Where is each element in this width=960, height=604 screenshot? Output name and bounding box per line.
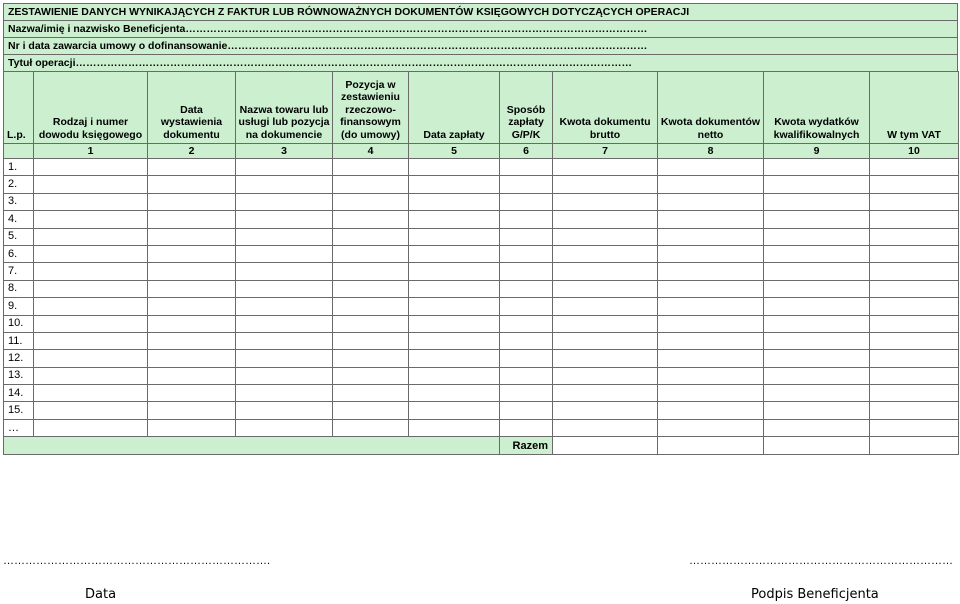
table-cell[interactable] — [658, 245, 764, 262]
table-cell[interactable] — [658, 159, 764, 176]
column-number-5: 5 — [409, 144, 500, 159]
table-cell[interactable] — [764, 211, 870, 228]
table-cell[interactable] — [409, 176, 500, 193]
column-header-6: Sposób zapłaty G/P/K — [500, 72, 553, 144]
table-cell[interactable] — [870, 332, 959, 349]
table-cell[interactable] — [409, 315, 500, 332]
table-cell[interactable] — [333, 193, 409, 210]
table-cell[interactable] — [333, 402, 409, 419]
row-number: 14. — [4, 385, 34, 402]
table-cell[interactable] — [553, 385, 658, 402]
table-cell[interactable] — [553, 245, 658, 262]
table-cell[interactable] — [409, 263, 500, 280]
table-row — [4, 263, 959, 280]
table-cell[interactable] — [870, 367, 959, 384]
form-title: ZESTAWIENIE DANYCH WYNIKAJĄCYCH Z FAKTUR LUB RÓWNOWAŻNYCH DOKUMENTÓW KSIĘGOWYCH DOTYCZĄCYCH OPERACJI — [3, 3, 958, 20]
column-header-2: Data wystawienia dokumentu — [148, 72, 236, 144]
row-number: 8. — [4, 280, 34, 297]
table-cell[interactable] — [658, 385, 764, 402]
column-header-10: W tym VAT — [870, 72, 959, 144]
table-cell[interactable] — [658, 176, 764, 193]
table-cell[interactable] — [658, 419, 764, 436]
table-cell[interactable] — [764, 280, 870, 297]
table-cell[interactable] — [870, 193, 959, 210]
table-cell[interactable] — [333, 315, 409, 332]
table-cell[interactable] — [236, 402, 333, 419]
table-cell[interactable] — [500, 245, 553, 262]
table-cell[interactable] — [34, 176, 148, 193]
table-cell[interactable] — [34, 159, 148, 176]
table-cell[interactable] — [34, 315, 148, 332]
column-number-1: 1 — [34, 144, 148, 159]
row-number: 11. — [4, 332, 34, 349]
table-cell[interactable] — [764, 385, 870, 402]
table-cell[interactable] — [764, 315, 870, 332]
expense-statement-form — [3, 3, 958, 455]
table-row — [4, 298, 959, 315]
table-cell[interactable] — [34, 332, 148, 349]
row-number: 6. — [4, 245, 34, 262]
table-cell[interactable] — [870, 350, 959, 367]
table-cell[interactable] — [658, 228, 764, 245]
table-cell[interactable] — [500, 367, 553, 384]
table-cell[interactable] — [500, 263, 553, 280]
table-cell[interactable] — [870, 315, 959, 332]
table-cell[interactable] — [500, 332, 553, 349]
row-number: 2. — [4, 176, 34, 193]
table-cell[interactable] — [553, 332, 658, 349]
table-cell[interactable] — [236, 211, 333, 228]
table-cell[interactable] — [409, 280, 500, 297]
row-number: … — [4, 419, 34, 436]
table-cell[interactable] — [148, 385, 236, 402]
table-cell[interactable] — [333, 159, 409, 176]
table-cell[interactable] — [409, 298, 500, 315]
date-signature-line: ………………………………………………………………. — [3, 555, 271, 567]
table-cell[interactable] — [148, 298, 236, 315]
table-cell[interactable] — [764, 245, 870, 262]
table-row — [4, 367, 959, 384]
table-cell[interactable] — [34, 228, 148, 245]
table-cell[interactable] — [236, 263, 333, 280]
operation-title-field: Tytuł operacji…………………………………………………………………………………………………………………………………………… — [3, 54, 958, 71]
table-cell[interactable] — [500, 176, 553, 193]
table-cell[interactable] — [236, 193, 333, 210]
table-cell[interactable] — [148, 211, 236, 228]
table-cell[interactable] — [236, 367, 333, 384]
table-cell[interactable] — [409, 385, 500, 402]
table-cell[interactable] — [409, 245, 500, 262]
table-cell[interactable] — [870, 385, 959, 402]
column-header-0: L.p. — [4, 72, 34, 144]
table-cell[interactable] — [34, 298, 148, 315]
table-cell[interactable] — [409, 402, 500, 419]
table-cell[interactable] — [764, 298, 870, 315]
table-cell[interactable] — [658, 298, 764, 315]
table-cell[interactable] — [236, 159, 333, 176]
date-label: Data — [85, 587, 117, 602]
table-cell[interactable] — [34, 263, 148, 280]
row-number: 12. — [4, 350, 34, 367]
table-cell[interactable] — [34, 280, 148, 297]
total-row — [4, 437, 959, 455]
table-cell[interactable] — [236, 315, 333, 332]
table-cell[interactable] — [658, 193, 764, 210]
table-cell[interactable] — [658, 367, 764, 384]
table-cell[interactable] — [553, 350, 658, 367]
column-header-row — [4, 72, 959, 144]
table-cell[interactable] — [658, 280, 764, 297]
table-cell[interactable] — [764, 193, 870, 210]
table-cell[interactable] — [553, 211, 658, 228]
column-number-row — [4, 144, 959, 159]
table-cell[interactable] — [148, 228, 236, 245]
table-cell[interactable] — [870, 402, 959, 419]
table-cell[interactable] — [553, 263, 658, 280]
table-cell[interactable] — [333, 176, 409, 193]
signature-label: Podpis Beneficjenta — [751, 587, 879, 602]
column-number-10: 10 — [870, 144, 959, 159]
table-cell[interactable] — [870, 419, 959, 436]
total-cell-eligible[interactable] — [764, 437, 870, 455]
beneficiary-field: Nazwa/imię i nazwisko Beneficjenta…………………………………………………………………………………………………………………… — [3, 20, 958, 37]
table-cell[interactable] — [236, 332, 333, 349]
column-number-0 — [4, 144, 34, 159]
table-cell[interactable] — [500, 280, 553, 297]
table-cell[interactable] — [553, 298, 658, 315]
table-cell[interactable] — [333, 228, 409, 245]
table-cell[interactable] — [500, 159, 553, 176]
column-header-4: Pozycja w zestawieniu rzeczowo-finansowym (do umowy) — [333, 72, 409, 144]
table-cell[interactable] — [870, 176, 959, 193]
table-cell[interactable] — [870, 280, 959, 297]
row-number: 3. — [4, 193, 34, 210]
total-cell-gross[interactable] — [553, 437, 658, 455]
table-cell[interactable] — [553, 193, 658, 210]
table-cell[interactable] — [500, 211, 553, 228]
table-cell[interactable] — [870, 211, 959, 228]
table-cell[interactable] — [409, 367, 500, 384]
table-cell[interactable] — [333, 280, 409, 297]
table-cell[interactable] — [553, 280, 658, 297]
table-cell[interactable] — [870, 228, 959, 245]
table-cell[interactable] — [764, 159, 870, 176]
table-cell[interactable] — [333, 298, 409, 315]
table-cell[interactable] — [333, 385, 409, 402]
table-cell[interactable] — [500, 228, 553, 245]
row-number: 10. — [4, 315, 34, 332]
table-cell[interactable] — [333, 350, 409, 367]
table-cell[interactable] — [870, 159, 959, 176]
table-cell[interactable] — [148, 402, 236, 419]
column-header-7: Kwota dokumentu brutto — [553, 72, 658, 144]
column-header-1: Rodzaj i numer dowodu księgowego — [34, 72, 148, 144]
table-cell[interactable] — [236, 245, 333, 262]
table-cell[interactable] — [500, 419, 553, 436]
table-cell[interactable] — [333, 245, 409, 262]
table-cell[interactable] — [658, 263, 764, 280]
table-cell[interactable] — [409, 332, 500, 349]
table-cell[interactable] — [500, 402, 553, 419]
table-cell[interactable] — [236, 228, 333, 245]
row-number: 15. — [4, 402, 34, 419]
table-cell[interactable] — [764, 228, 870, 245]
table-cell[interactable] — [333, 332, 409, 349]
table-cell[interactable] — [764, 402, 870, 419]
column-number-7: 7 — [553, 144, 658, 159]
row-number: 5. — [4, 228, 34, 245]
column-number-2: 2 — [148, 144, 236, 159]
column-header-8: Kwota dokumentów netto — [658, 72, 764, 144]
column-header-3: Nazwa towaru lub usługi lub pozycja na dokumencie — [236, 72, 333, 144]
table-cell[interactable] — [409, 211, 500, 228]
table-cell[interactable] — [236, 298, 333, 315]
table-cell[interactable] — [764, 419, 870, 436]
table-cell[interactable] — [500, 298, 553, 315]
table-cell[interactable] — [148, 280, 236, 297]
table-cell[interactable] — [148, 245, 236, 262]
table-cell[interactable] — [34, 350, 148, 367]
table-cell[interactable] — [553, 402, 658, 419]
table-cell[interactable] — [333, 419, 409, 436]
table-cell[interactable] — [764, 176, 870, 193]
table-cell[interactable] — [553, 367, 658, 384]
beneficiary-signature-line: ……………………………………………………………… — [689, 555, 953, 567]
table-cell[interactable] — [764, 332, 870, 349]
column-number-9: 9 — [764, 144, 870, 159]
table-cell[interactable] — [333, 367, 409, 384]
documents-table — [3, 71, 959, 455]
table-row — [4, 228, 959, 245]
table-cell[interactable] — [148, 367, 236, 384]
row-number: 13. — [4, 367, 34, 384]
table-cell[interactable] — [553, 176, 658, 193]
table-cell[interactable] — [409, 350, 500, 367]
table-cell[interactable] — [500, 193, 553, 210]
table-cell[interactable] — [764, 263, 870, 280]
table-cell[interactable] — [870, 298, 959, 315]
column-number-6: 6 — [500, 144, 553, 159]
table-cell[interactable] — [409, 193, 500, 210]
table-cell[interactable] — [236, 176, 333, 193]
column-number-4: 4 — [333, 144, 409, 159]
row-number: 1. — [4, 159, 34, 176]
table-row — [4, 159, 959, 176]
table-cell[interactable] — [236, 350, 333, 367]
table-row — [4, 315, 959, 332]
table-cell[interactable] — [34, 193, 148, 210]
table-cell[interactable] — [764, 367, 870, 384]
table-cell[interactable] — [34, 402, 148, 419]
table-cell[interactable] — [409, 419, 500, 436]
table-row — [4, 332, 959, 349]
table-cell[interactable] — [34, 211, 148, 228]
agreement-field: Nr i data zawarcia umowy o dofinansowanie………………………………………………………………………………………………………… — [3, 37, 958, 54]
table-cell[interactable] — [34, 367, 148, 384]
column-number-3: 3 — [236, 144, 333, 159]
table-cell[interactable] — [870, 263, 959, 280]
table-cell[interactable] — [553, 315, 658, 332]
table-cell[interactable] — [553, 228, 658, 245]
table-cell[interactable] — [236, 419, 333, 436]
table-cell[interactable] — [333, 211, 409, 228]
table-cell[interactable] — [148, 350, 236, 367]
table-row — [4, 402, 959, 419]
table-cell[interactable] — [500, 385, 553, 402]
table-cell[interactable] — [148, 176, 236, 193]
table-cell[interactable] — [658, 211, 764, 228]
table-row — [4, 280, 959, 297]
table-row — [4, 245, 959, 262]
table-row — [4, 193, 959, 210]
row-number: 7. — [4, 263, 34, 280]
table-cell[interactable] — [34, 385, 148, 402]
column-number-8: 8 — [658, 144, 764, 159]
total-filler — [4, 437, 500, 455]
table-cell[interactable] — [764, 350, 870, 367]
row-number: 9. — [4, 298, 34, 315]
total-label: Razem — [500, 437, 553, 455]
table-cell[interactable] — [870, 245, 959, 262]
table-cell[interactable] — [148, 419, 236, 436]
table-row — [4, 211, 959, 228]
table-cell[interactable] — [500, 315, 553, 332]
table-cell[interactable] — [553, 159, 658, 176]
table-cell[interactable] — [409, 228, 500, 245]
table-cell[interactable] — [236, 385, 333, 402]
total-cell-vat[interactable] — [870, 437, 959, 455]
table-cell[interactable] — [500, 350, 553, 367]
table-cell[interactable] — [34, 245, 148, 262]
table-cell[interactable] — [148, 332, 236, 349]
table-cell[interactable] — [148, 159, 236, 176]
table-cell[interactable] — [333, 263, 409, 280]
table-cell[interactable] — [658, 350, 764, 367]
table-cell[interactable] — [148, 263, 236, 280]
table-row — [4, 385, 959, 402]
table-cell[interactable] — [658, 315, 764, 332]
table-cell[interactable] — [409, 159, 500, 176]
table-cell[interactable] — [658, 402, 764, 419]
column-header-5: Data zapłaty — [409, 72, 500, 144]
table-row — [4, 419, 959, 436]
table-row — [4, 350, 959, 367]
table-row — [4, 176, 959, 193]
table-cell[interactable] — [236, 280, 333, 297]
total-cell-net[interactable] — [658, 437, 764, 455]
table-cell[interactable] — [658, 332, 764, 349]
row-number: 4. — [4, 211, 34, 228]
table-cell[interactable] — [148, 193, 236, 210]
table-cell[interactable] — [553, 419, 658, 436]
column-header-9: Kwota wydatków kwalifikowalnych — [764, 72, 870, 144]
table-cell[interactable] — [34, 419, 148, 436]
table-cell[interactable] — [148, 315, 236, 332]
